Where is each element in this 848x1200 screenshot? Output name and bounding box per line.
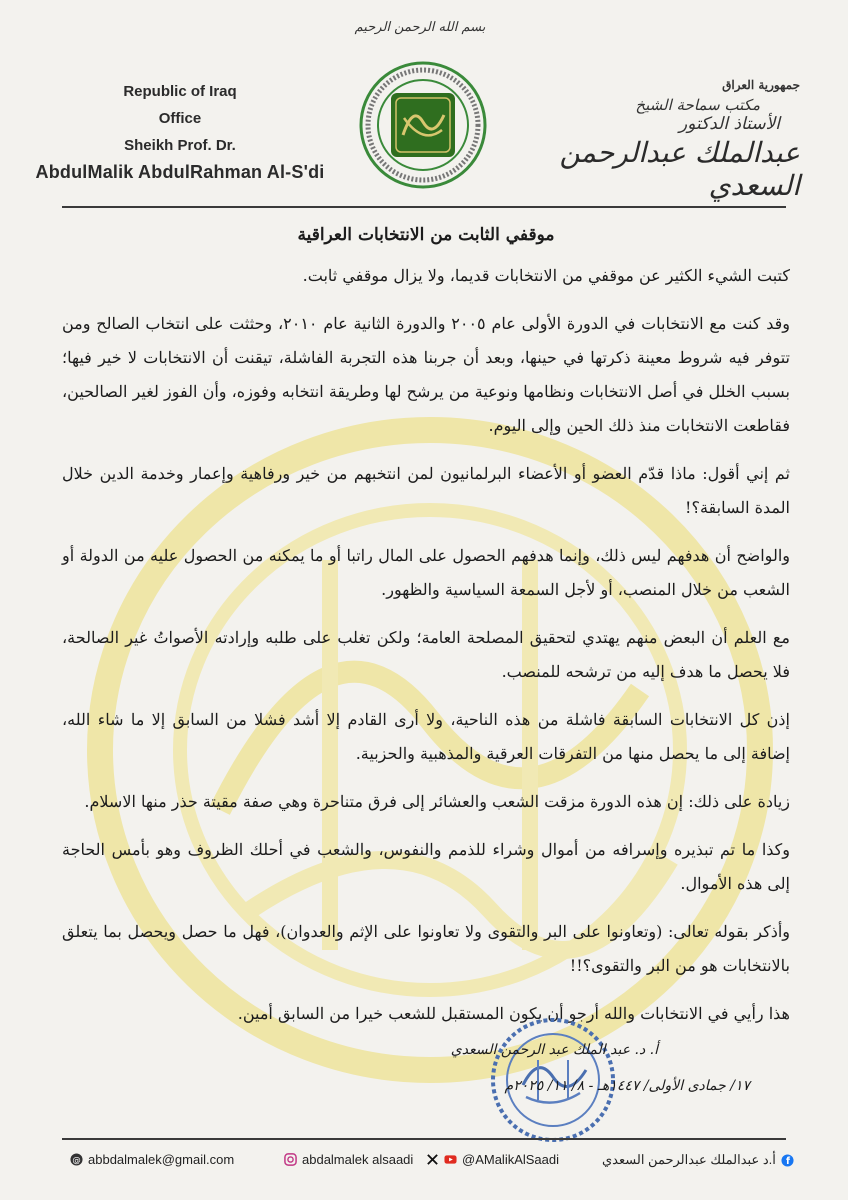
svg-text:@: @	[72, 1154, 81, 1165]
arabic-letterhead	[550, 78, 800, 202]
en-office: Office	[158, 110, 202, 127]
ar-name: عبدالملك عبدالرحمن السعدي	[559, 136, 800, 202]
letter-date: ١٧/ جمادى الأولى/ ١٤٤٧هـ - ٨/ ١١/ ٢٠٢٥م	[504, 1078, 750, 1094]
ar-country: جمهورية العراق	[722, 78, 800, 92]
x-icon	[426, 1153, 439, 1166]
header-divider	[62, 206, 786, 208]
email-icon	[70, 1153, 83, 1166]
social-handle-text: @AMalikAlSaadi	[462, 1152, 560, 1167]
instagram-text: abdalmalek alsaadi	[302, 1152, 414, 1167]
letter-body	[62, 225, 790, 1045]
en-title: Sheikh Prof. Dr.	[124, 137, 236, 154]
paragraph: ثم إني أقول: ماذا قدّم العضو أو الأعضاء البرلمانيون لمن انتخبهم من خير ورفاهية وإعمار وخدمة الدين خلال المدة السابقة؟!	[62, 464, 790, 517]
youtube-icon	[444, 1153, 457, 1166]
footer	[62, 1148, 808, 1174]
email-text: abbdalmalek@gmail.com	[88, 1152, 235, 1167]
letter-title: موقفي الثابت من الانتخابات العراقية	[297, 225, 555, 245]
instagram-icon	[284, 1153, 297, 1166]
svg-text:f: f	[785, 1155, 790, 1167]
en-country: Republic of Iraq	[123, 83, 237, 100]
paragraph: إذن كل الانتخابات السابقة فاشلة من هذه الناحية، ولا أرى القادم إلا أشد فشلا من السابق إلا ما شاء الله، إضافة إلى ما يحصل منها من التفرقات العرقية والمذهبية والحزبية.	[62, 710, 790, 763]
english-letterhead	[30, 78, 330, 186]
facebook-text: أ.د عبدالملك عبدالرحمن السعدي	[602, 1152, 776, 1167]
basmala: بسم الله الرحمن الرحيم	[354, 20, 486, 35]
en-name: AbdulMalik AbdulRahman Al-S'di	[35, 162, 325, 182]
signature: أ. د. عبد الملك عبد الرحمن السعدي	[450, 1042, 658, 1058]
office-emblem-icon	[358, 60, 488, 190]
paragraph: والواضح أن هدفهم ليس ذلك، وإنما هدفهم الحصول على المال راتبا أو ما يمكنه من الحصول عليه من الدولة أو الشعب من خلال المنصب، أو لأجل السمعة السياسية والظهور.	[62, 546, 790, 599]
paragraph: وأذكر بقوله تعالى: (وتعاونوا على البر والتقوى ولا تعاونوا على الإثم والعدوان)، فهل ما حصل ويحصل بما يتعلق بالانتخابات هو من البر والتقوى؟!!	[62, 922, 790, 975]
footer-instagram[interactable]	[284, 1152, 413, 1167]
ar-title: الأستاذ الدكتور	[679, 114, 780, 134]
paragraph: وكذا ما تم تبذيره وإسرافه من أموال وشراء للذمم والنفوس، والشعب في أحلك الظروف وهو بأمس الحاجة إلى هذه الأموال.	[62, 840, 790, 893]
paragraph: مع العلم أن البعض منهم يهتدي لتحقيق المصلحة العامة؛ ولكن تغلب على طلبه وإرادته الأصواتُ غير الصالحة، فلا يحصل ما هدف إليه من ترشحه للمنصب.	[62, 628, 790, 681]
footer-social[interactable]	[426, 1152, 559, 1167]
footer-facebook[interactable]	[602, 1152, 794, 1168]
paragraph: كتبت الشيء الكثير عن موقفي من الانتخابات قديما، ولا يزال موقفي ثابت.	[302, 266, 790, 285]
paragraph: هذا رأيي في الانتخابات والله أرجو أن يكون المستقبل للشعب خيرا من السابق أمين.	[237, 1004, 790, 1023]
footer-email[interactable]	[70, 1152, 234, 1167]
facebook-icon	[781, 1154, 794, 1167]
paragraph: زيادة على ذلك: إن هذه الدورة مزقت الشعب والعشائر إلى فرق متناحرة وهي صفة مقيتة حذر منها الاسلام.	[84, 792, 790, 811]
footer-divider	[62, 1138, 786, 1140]
paragraph: وقد كنت مع الانتخابات في الدورة الأولى عام ٢٠٠٥ والدورة الثانية عام ٢٠١٠، وحثثت على انتخاب الصالح ومن تتوفر فيه شروط معينة ذكرتها في حينها، وبعد أن جربنا هذه التجربة الفاشلة، تيقنت أن الانتخابات لا خير فيها؛ بسبب الخلل في أصل الانتخابات ونظامها ونوعية من يرشح لها وطريقة انتخابه وفوزه، وأن الفوز لغير الصالحين، فقاطعت الانتخابات منذ ذلك الحين وإلى اليوم.	[62, 314, 790, 435]
ar-office: مكتب سماحة الشيخ	[635, 96, 760, 114]
